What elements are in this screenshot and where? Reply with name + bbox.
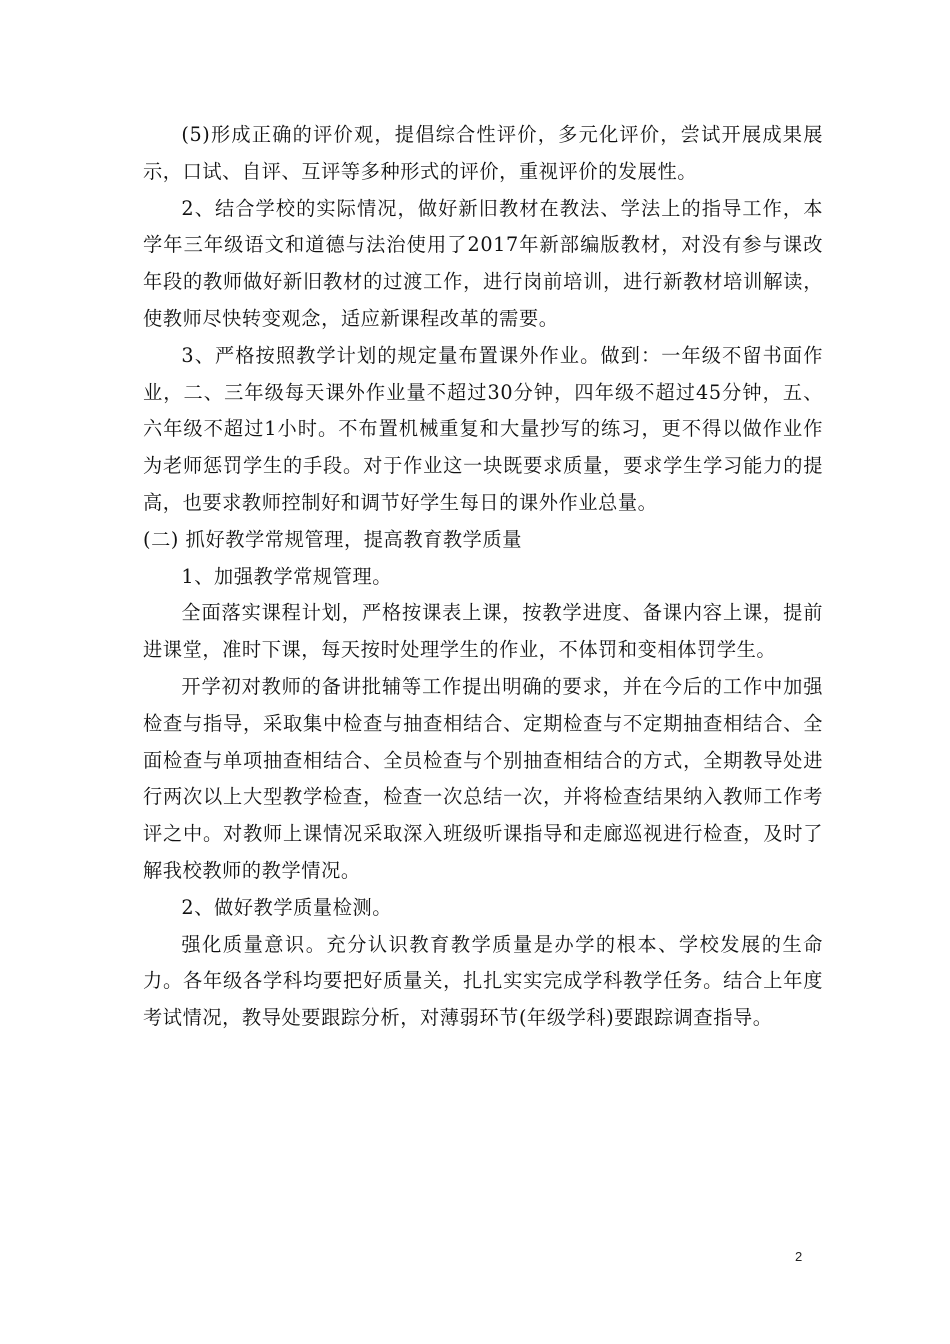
subheading-routine-management: 1、加强教学常规管理。 bbox=[181, 564, 393, 588]
paragraph-curriculum-plan: 全面落实课程计划，严格按课表上课，按教学进度、备课内容上课，提前进课堂，准时下课，每天按时处理学生的作业，不体罚和变相体罚学生。 bbox=[143, 601, 823, 662]
paragraph-quality-awareness: 强化质量意识。充分认识教育教学质量是办学的根本、学校发展的生命力。各年级各学科均要把好质量关，扎扎实实完成学科教学任务。结合上年度考试情况，教导处要跟踪分析，对薄弱环节(年级学科)要跟踪调查指导。 bbox=[143, 932, 823, 1030]
page-number: 2 bbox=[795, 1249, 803, 1264]
paragraph-inspection: 开学初对教师的备讲批辅等工作提出明确的要求，并在今后的工作中加强检查与指导，采取集中检查与抽查相结合、定期检查与不定期抽查相结合、全面检查与单项抽查相结合、全员检查与个别抽查相结合的方式，全期教导处进行两次以上大型教学检查，检查一次总结一次，并将检查结果纳入教师工作考评之中。对教师上课情况采取深入班级听课指导和走廊巡视进行检查，及时了解我校教师的教学情况。 bbox=[143, 674, 823, 882]
subheading-quality-testing: 2、做好教学质量检测。 bbox=[181, 895, 393, 919]
section-heading: (二) 抓好教学常规管理，提高教育教学质量 bbox=[143, 527, 523, 551]
paragraph-homework: 3、严格按照教学计划的规定量布置课外作业。做到：一年级不留书面作业，二、三年级每天课外作业量不超过30分钟，四年级不超过45分钟，五、六年级不超过1小时。不布置机械重复和大量抄写的练习，更不得以做作业作为老师惩罚学生的手段。对于作业这一块既要求质量，要求学生学习能力的提高，也要求教师控制好和调节好学生每日的课外作业总量。 bbox=[143, 343, 823, 514]
paragraph-evaluation: (5)形成正确的评价观，提倡综合性评价，多元化评价，尝试开展成果展示，口试、自评、互评等多种形式的评价，重视评价的发展性。 bbox=[143, 123, 823, 183]
paragraph-textbook-guidance: 2、结合学校的实际情况，做好新旧教材在教法、学法上的指导工作，本学年三年级语文和道德与法治使用了2017年新部编版教材，对没有参与课改年段的教师做好新旧教材的过渡工作，进行岗前培训，进行新教材培训解读，使教师尽快转变观念，适应新课程改革的需要。 bbox=[143, 196, 823, 330]
document-body bbox=[143, 117, 823, 1037]
